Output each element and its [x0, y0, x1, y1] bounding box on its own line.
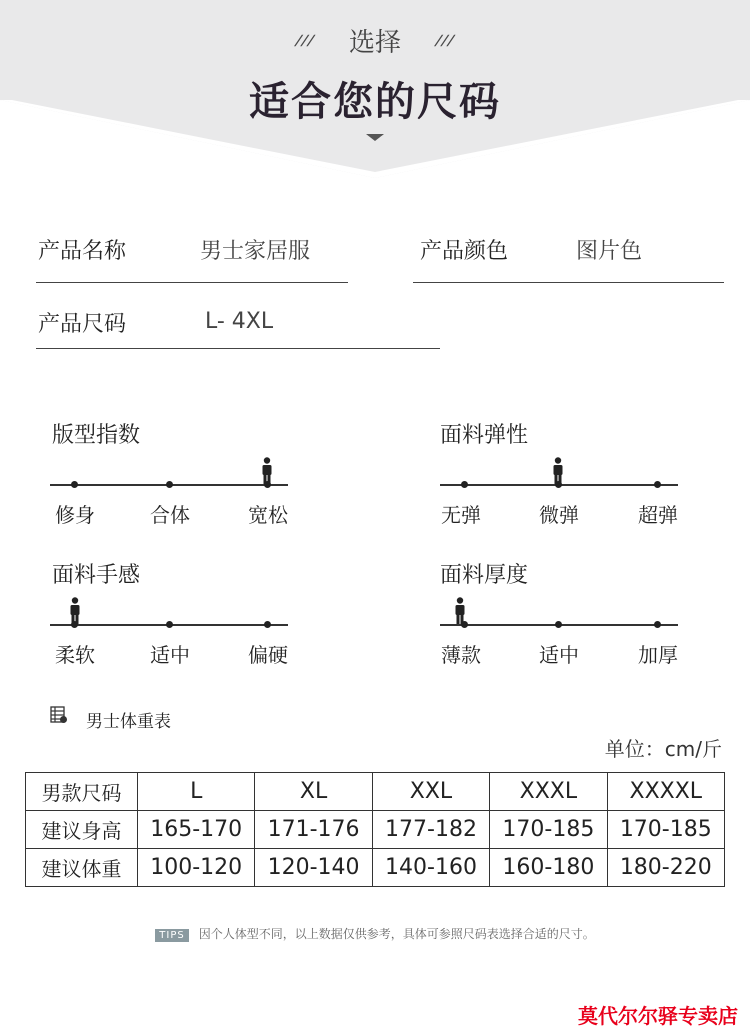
decor-slashes-left: /// [292, 32, 317, 49]
thickness-option-label: 加厚 [638, 643, 678, 667]
table-header-cell: L [138, 773, 255, 811]
table-cell: 171-176 [255, 811, 372, 849]
size-chart-caption: 男士体重表 [86, 712, 171, 732]
header-banner [0, 0, 750, 180]
tips-note [0, 925, 750, 942]
table-row [26, 811, 725, 849]
hand-feel-option-label: 适中 [150, 643, 190, 667]
person-icon [453, 597, 467, 625]
table-icon [50, 706, 68, 724]
divider [36, 282, 348, 283]
table-cell: 170-185 [607, 811, 724, 849]
hand-feel-scale-dot [264, 621, 271, 628]
product-size-label: 产品尺码 [38, 312, 127, 337]
elastic-option-label: 超弹 [638, 503, 678, 527]
fit-scale-dot [166, 481, 173, 488]
hand-feel-option-label: 偏硬 [248, 643, 288, 667]
thickness-scale-dot [555, 621, 562, 628]
thickness-scale-title: 面料厚度 [440, 563, 529, 588]
tips-text: 因个人体型不同，以上数据仅供参考，具体可参照尺码表选择合适的尺寸。 [198, 927, 595, 941]
elastic-scale-dot [461, 481, 468, 488]
header-subtitle: 选择 [348, 28, 401, 58]
table-header-cell: XXXXL [607, 773, 724, 811]
table-header-row [26, 773, 725, 811]
thickness-scale-dot [654, 621, 661, 628]
elastic-scale-dot [654, 481, 661, 488]
hand-feel-scale-title: 面料手感 [52, 563, 141, 588]
table-header-cell: XL [255, 773, 372, 811]
table-cell: 140-160 [372, 849, 489, 887]
person-icon [260, 457, 274, 485]
table-cell: 165-170 [138, 811, 255, 849]
thickness-option-label: 适中 [539, 643, 579, 667]
table-cell: 120-140 [255, 849, 372, 887]
table-cell: 160-180 [490, 849, 607, 887]
decor-slashes-right: /// [433, 32, 458, 49]
person-icon [68, 597, 82, 625]
unit-label: 单位：cm/斤 [604, 737, 722, 761]
person-icon [551, 457, 565, 485]
divider [413, 282, 724, 283]
table-cell: 180-220 [607, 849, 724, 887]
thickness-option-label: 薄款 [441, 643, 481, 667]
size-table [25, 772, 725, 887]
table-header-cell: 男款尺码 [26, 773, 138, 811]
divider [36, 348, 440, 349]
store-name: 莫代尔尔驿专卖店 [578, 1004, 738, 1028]
table-cell: 建议体重 [26, 849, 138, 887]
elastic-option-label: 无弹 [441, 503, 481, 527]
table-row [26, 849, 725, 887]
product-name-label: 产品名称 [38, 239, 127, 264]
table-cell: 177-182 [372, 811, 489, 849]
product-size-value: L- 4XL [205, 309, 274, 334]
tips-badge: TIPS [155, 929, 188, 942]
elastic-scale-title: 面料弹性 [440, 423, 529, 448]
fit-option-label: 修身 [55, 503, 95, 527]
hand-feel-option-label: 柔软 [55, 643, 95, 667]
product-name-value: 男士家居服 [200, 239, 311, 264]
product-color-label: 产品颜色 [420, 239, 509, 264]
table-cell: 100-120 [138, 849, 255, 887]
product-color-value: 图片色 [576, 239, 643, 264]
table-cell: 建议身高 [26, 811, 138, 849]
page-title: 适合您的尺码 [249, 79, 501, 125]
fit-option-label: 宽松 [248, 503, 288, 527]
elastic-option-label: 微弹 [539, 503, 579, 527]
fit-scale-dot [71, 481, 78, 488]
table-header-cell: XXXL [490, 773, 607, 811]
fit-option-label: 合体 [150, 503, 190, 527]
table-header-cell: XXL [372, 773, 489, 811]
hand-feel-scale-dot [166, 621, 173, 628]
table-cell: 170-185 [490, 811, 607, 849]
fit-scale-title: 版型指数 [52, 423, 141, 448]
